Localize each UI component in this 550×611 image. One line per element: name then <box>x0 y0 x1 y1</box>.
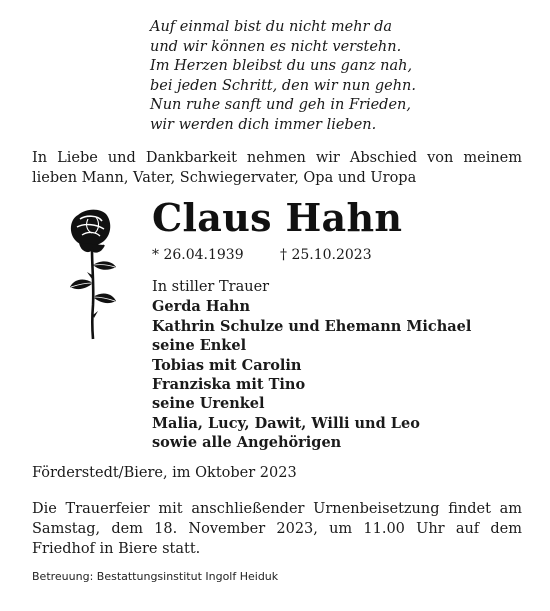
poem-line: wir werden dich immer lieben. <box>150 116 377 133</box>
poem-line: bei jeden Schritt, den wir nun gehn. <box>150 77 417 94</box>
poem-line: Im Herzen bleibst du uns ganz nah, <box>150 58 413 75</box>
place-date: Förderstedt/Biere, im Oktober 2023 <box>32 465 297 481</box>
poem-line: und wir können es nicht verstehn. <box>150 38 402 55</box>
mourner-line: sowie alle Angehörigen <box>152 434 342 452</box>
rose-icon <box>62 205 122 340</box>
death-date: † 25.10.2023 <box>280 247 372 263</box>
birth-date: * 26.04.1939 <box>152 247 244 263</box>
mourners-list <box>152 278 471 453</box>
mourner-line: seine Urenkel <box>152 395 265 413</box>
poem-line: Auf einmal bist du nicht mehr da <box>150 19 393 35</box>
mourner-line: Kathrin Schulze und Ehemann Michael <box>152 317 472 335</box>
service-notice: Die Trauerfeier mit anschließender Urnenbeisetzung findet am Samstag, dem 18. November 2023, um 11.00 Uhr auf dem Friedhof in Biere statt. <box>32 501 522 557</box>
intro-text: In Liebe und Dankbarkeit nehmen wir Abschied von meinem lieben Mann, Vater, Schwiegervater, Opa und Uropa <box>32 150 522 186</box>
poem-line: Nun ruhe sanft und geh in Frieden, <box>150 97 411 114</box>
mourner-line: Malia, Lucy, Dawit, Willi und Leo <box>152 414 420 432</box>
mourner-line: seine Enkel <box>152 337 247 355</box>
funeral-home-credit: Betreuung: Bestattungsinstitut Ingolf Heiduk <box>32 570 279 583</box>
deceased-name: Claus Hahn <box>152 195 403 240</box>
mourner-line: Gerda Hahn <box>152 298 251 316</box>
mourners-lead: In stiller Trauer <box>152 279 270 295</box>
poem <box>150 18 416 136</box>
mourner-line: Tobias mit Carolin <box>152 356 302 374</box>
mourner-line: Franziska mit Tino <box>152 376 306 394</box>
